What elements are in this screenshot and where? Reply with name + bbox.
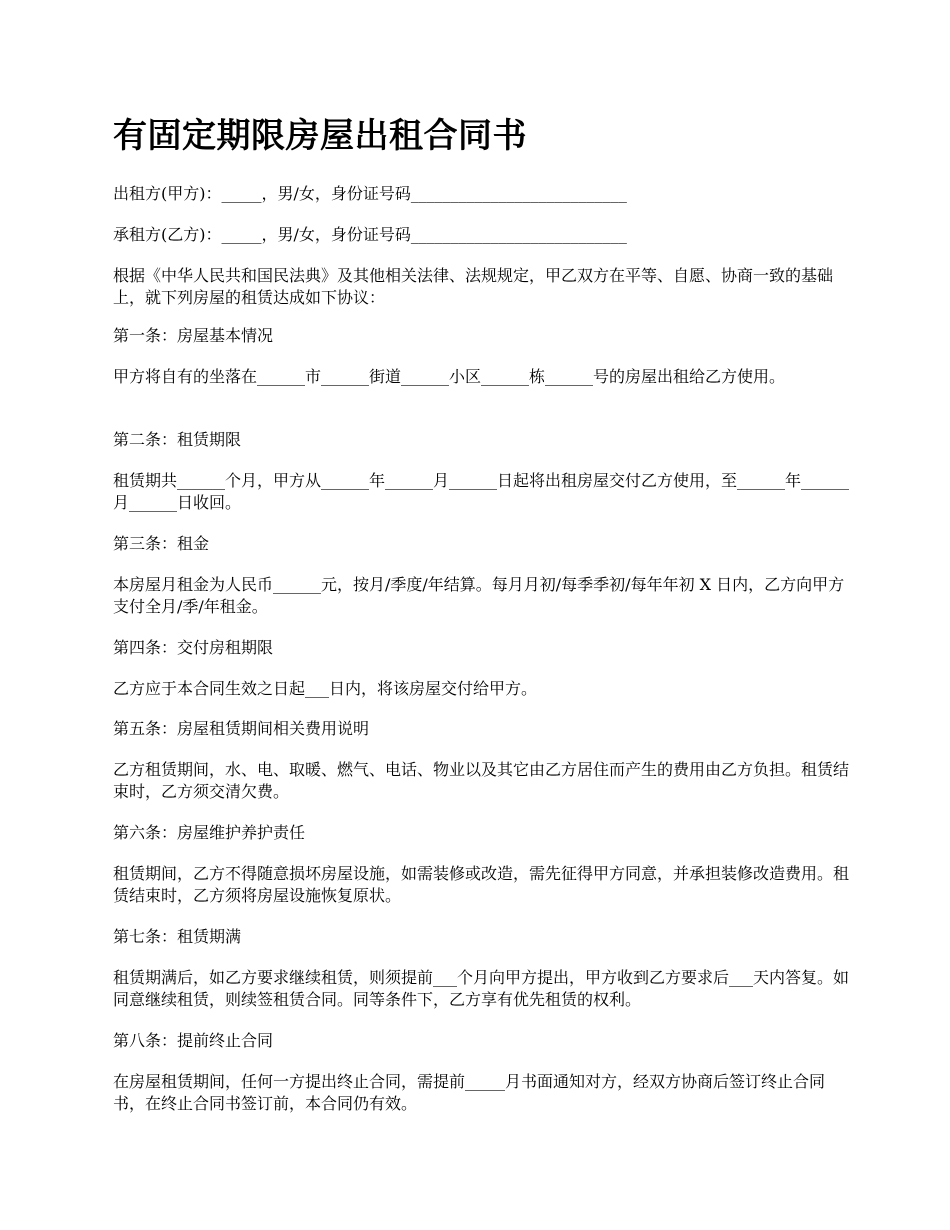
article-1-heading: 第一条：房屋基本情况 [113, 326, 274, 345]
document-title: 有固定期限房屋出租合同书 [113, 116, 527, 156]
article-2-heading: 第二条：租赁期限 [113, 430, 242, 449]
article-6-body: 租赁期间，乙方不得随意损坏房屋设施，如需装修或改造，需先征得甲方同意，并承担装修改造费用。租赁结束时，乙方须将房屋设施恢复原状。 [113, 864, 850, 905]
article-1-body: 甲方将自有的坐落在______市______街道______小区______栋______号的房屋出租给乙方使用。 [113, 367, 786, 386]
article-8-heading: 第八条：提前终止合同 [113, 1031, 274, 1050]
party-b-line: 承租方(乙方)：_____，男/女，身份证号码___________________________ [113, 225, 627, 244]
article-7-body: 租赁期满后，如乙方要求继续租赁，则须提前___个月向甲方提出，甲方收到乙方要求后___天内答复。如同意继续租赁，则续签租赁合同。同等条件下，乙方享有优先租赁的权利。 [113, 968, 850, 1009]
article-5-heading: 第五条：房屋租赁期间相关费用说明 [113, 719, 370, 738]
article-4-heading: 第四条：交付房租期限 [113, 638, 274, 657]
article-7-heading: 第七条：租赁期满 [113, 927, 242, 946]
article-3-heading: 第三条：租金 [113, 534, 210, 553]
article-5-body: 乙方租赁期间，水、电、取暖、燃气、电话、物业以及其它由乙方居住而产生的费用由乙方负担。租赁结束时，乙方须交清欠费。 [113, 760, 850, 801]
article-3-body: 本房屋月租金为人民币______元，按月/季度/年结算。每月月初/每季季初/每年年初 X 日内，乙方向甲方支付全月/季/年租金。 [113, 575, 845, 616]
preamble-paragraph: 根据《中华人民共和国民法典》及其他相关法律、法规规定，甲乙双方在平等、自愿、协商一致的基础上，就下列房屋的租赁达成如下协议： [113, 266, 834, 307]
article-6-heading: 第六条：房屋维护养护责任 [113, 823, 306, 842]
article-2-body: 租赁期共______个月，甲方从______年______月______日起将出租房屋交付乙方使用，至______年______月______日收回。 [113, 471, 850, 512]
party-a-line: 出租方(甲方)：_____，男/女，身份证号码___________________________ [113, 184, 627, 203]
article-4-body: 乙方应于本合同生效之日起___日内，将该房屋交付给甲方。 [113, 679, 538, 698]
article-8-body: 在房屋租赁期间，任何一方提出终止合同，需提前_____月书面通知对方，经双方协商后签订终止合同书，在终止合同书签订前，本合同仍有效。 [113, 1072, 826, 1113]
